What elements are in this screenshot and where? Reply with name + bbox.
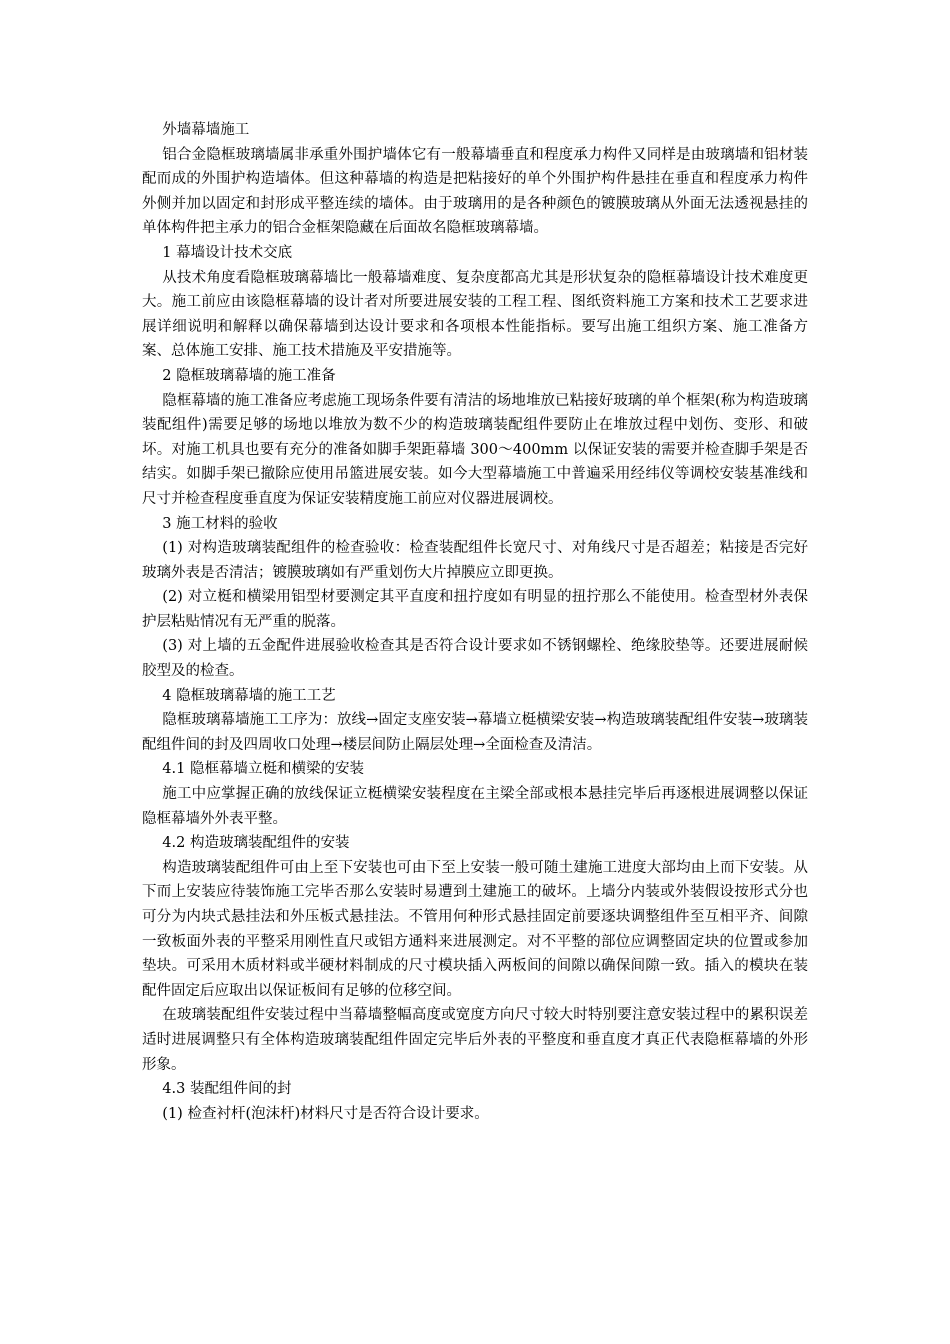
body-paragraph: 隐框玻璃幕墙施工工序为：放线→固定支座安装→幕墙立梃横梁安装→构造玻璃装配组件安装→玻璃装配组件间的封及四周收口处理→楼层间防止隔层处理→全面检查及清洁。: [142, 712, 808, 753]
subsection-heading: 4.1 隐框幕墙立梃和横梁的安装: [162, 761, 364, 778]
body-paragraph: 从技术角度看隐框玻璃幕墙比一般幕墙难度、复杂度都高尤其是形状复杂的隐框幕墙设计技术难度更大。施工前应由该隐框幕墙的设计者对所要进展安装的工程工程、图纸资料施工方案和技术工艺要求进展详细说明和解释以确保幕墙到达设计要求和各项根本性能指标。要写出施工组织方案、施工准备方案、总体施工安排、施工技术措施及平安措施等。: [142, 269, 808, 360]
list-item-paragraph: (3) 对上墙的五金配件进展验收检查其是否符合设计要求如不锈钢螺栓、绝缘胶垫等。还要进展耐候胶型及的检查。: [142, 638, 808, 680]
section-heading: 2 隐框玻璃幕墙的施工准备: [162, 367, 336, 384]
body-paragraph: 施工中应掌握正确的放线保证立梃横梁安装程度在主梁全部或根本悬挂完毕后再逐根进展调整以保证隐框幕墙外外表平整。: [142, 786, 808, 827]
list-item-paragraph: (1) 检查衬杆(泡沫杆)材料尺寸是否符合设计要求。: [162, 1105, 489, 1122]
body-paragraph: 铝合金隐框玻璃墙属非承重外围护墙体它有一般幕墙垂直和程度承力构件又同样是由玻璃墙和铝材装配而成的外围护构造墙体。但这种幕墙的构造是把粘接好的单个外围护构件悬挂在垂直和程度承力构件外侧并加以固定和封形成平整连续的墙体。由于玻璃用的是各种颜色的镀膜玻璃从外面无法透视悬挂的单体构件把主承力的铝合金框架隐藏在后面故名隐框玻璃幕墙。: [142, 146, 808, 237]
subsection-heading: 4.2 构造玻璃装配组件的安装: [162, 835, 350, 852]
list-item-paragraph: (2) 对立梃和横梁用铝型材要测定其平直度和扭拧度如有明显的扭拧那么不能使用。检查型材外表保护层粘贴情况有无严重的脱落。: [142, 589, 808, 630]
body-paragraph: 隐框幕墙的施工准备应考虑施工现场条件要有清洁的场地堆放已粘接好玻璃的单个框架(称为构造玻璃装配组件)需要足够的场地以堆放为数不少的构造玻璃装配组件要防止在堆放过程中划伤、变形、和破坏。对施工机具也要有充分的准备如脚手架距幕墙 300～400mm 以保证安装的需要并检查脚手架是否结实。如脚手架已撤除应使用吊篮进展安装。如今大型幕墙施工中普遍采用经纬仪等调校安装基准线和尺寸并检查程度垂直度为保证安装精度施工前应对仪器进展调校。: [142, 392, 808, 507]
subsection-heading: 4.3 装配组件间的封: [162, 1081, 292, 1098]
body-paragraph: 在玻璃装配组件安装过程中当幕墙整幅高度或宽度方向尺寸较大时特别要注意安装过程中的累积误差适时进展调整只有全体构造玻璃装配组件固定完毕后外表的平整度和垂直度才真正代表隐框幕墙的外形形象。: [142, 1007, 808, 1073]
section-heading: 3 施工材料的验收: [162, 515, 278, 532]
section-heading: 1 幕墙设计技术交底: [162, 244, 293, 261]
section-title: 外墙幕墙施工: [162, 122, 250, 138]
list-item-paragraph: (1) 对构造玻璃装配组件的检查验收：检查装配组件长宽尺寸、对角线尺寸是否超差；粘接是否完好玻璃外表是否清洁；镀膜玻璃如有严重划伤大片掉膜应立即更换。: [142, 540, 808, 581]
section-heading: 4 隐框玻璃幕墙的施工工艺: [162, 687, 336, 704]
body-paragraph: 构造玻璃装配组件可由上至下安装也可由下至上安装一般可随土建施工进度大部均由上而下安装。从下而上安装应待装饰施工完毕否那么安装时易遭到土建施工的破坏。上墙分内装或外装假设按形式分也可分为内块式悬挂法和外压板式悬挂法。不管用何种形式悬挂固定前要逐块调整组件至互相平齐、间隙一致板面外表的平整采用刚性直尺或铝方通料来进展测定。对不平整的部位应调整固定块的位置或参加垫块。可采用木质材料或半硬材料制成的尺寸模块插入两板间的间隙以确保间隙一致。插入的模块在装配件固定后应取出以保证板间有足够的位移空间。: [142, 859, 808, 999]
